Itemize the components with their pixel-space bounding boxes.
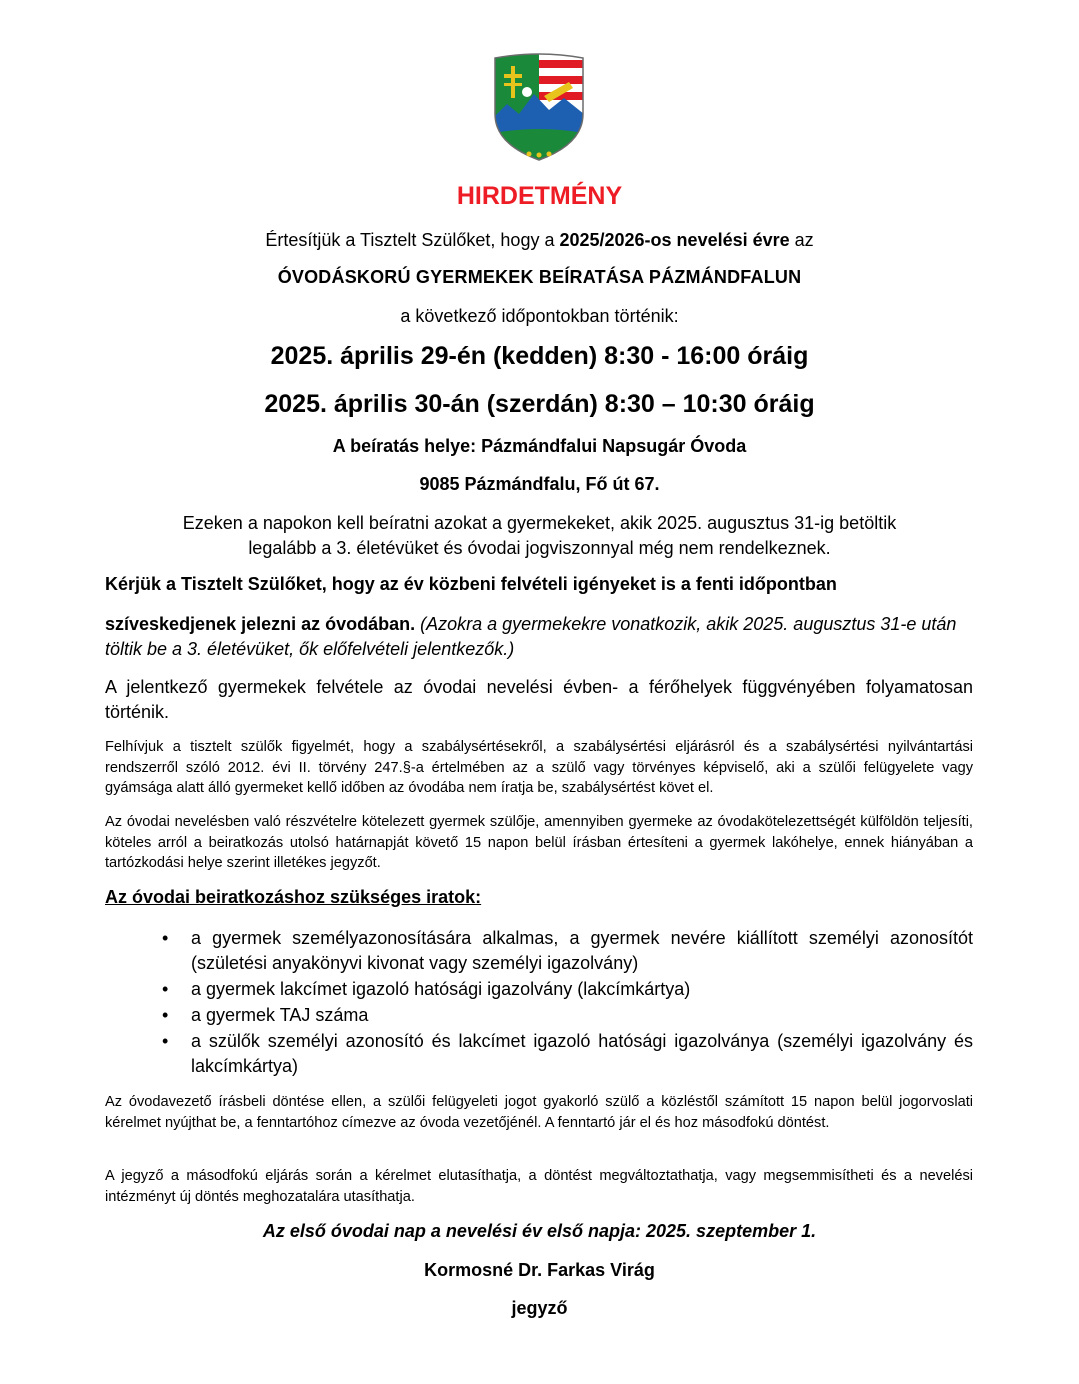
legal-notice-2: Az óvodai nevelésben való részvételre kötelezett gyermek szülője, amennyiben gyermeke az óvodakötelezettségét külföldön teljesíti, köteles arról a beiratkozás utolsó határnapját követő 15 napon belül írásban értesíteni a gyermek lakóhelye, ennek hiányában a tartózkodási helye szerint illetékes jegyzőt. [105,814,973,871]
list-item: • a szülők személyi azonosító és lakcímet igazoló hatósági igazolványa (személyi igazolvány és lakcímkártya) [157,1029,973,1079]
list-item: • a gyermek személyazonosítására alkalmas, a gyermek nevére kiállított személyi azonosítót (születési anyakönyvi kivonat vagy személyi igazolvány) [157,926,973,976]
date-line-2: 2025. április 30-án (szerdán) 8:30 – 10:30 óráig [264,390,815,418]
intro-line: Értesítjük a Tisztelt Szülőket, hogy a 2025/2026-os nevelési évre az [265,230,814,250]
continuous-admission: A jelentkező gyermekek felvétele az óvodai nevelési évben- a férőhelyek függvényében folyamatosan történik. [105,677,973,722]
legal-notice-1: Felhívjuk a tisztelt szülők figyelmét, hogy a szabálysértésekről, a szabálysértési eljárásról és a szabálysértési nyilvántartási rendszerről szóló 2012. évi II. törvény 247.§-a értelmében az a szülő vagy törvényes képviselő, aki a szülői felügyelete vagy gyámsága alatt álló gyermeket kellő időben az óvodába nem íratja be, szabálysértést követ el. [105,739,973,796]
list-item: • a gyermek lakcímet igazoló hatósági igazolvány (lakcímkártya) [157,977,973,1002]
first-day-line: Az első óvodai nap a nevelési év első napja: 2025. szeptember 1. [262,1221,817,1241]
enrollment-place: A beíratás helye: Pázmándfalui Napsugár Óvoda [332,436,747,456]
headline: ÓVODÁSKORÚ GYERMEKEK BEÍRATÁSA PÁZMÁNDFALUN [277,267,802,287]
request-line-1: Kérjük a Tisztelt Szülőket, hogy az év közbeni felvételi igényeket is a fenti időpontban [105,574,837,594]
date-line-1: 2025. április 29-én (kedden) 8:30 - 16:00 óráig [270,342,809,370]
coat-of-arms-icon [489,52,589,162]
list-item: • a gyermek TAJ száma [157,1003,973,1028]
appeal-text: Az óvodavezető írásbeli döntése ellen, a szülői felügyeleti jogot gyakorló szülő a közléstől számított 15 napon belül jogorvoslati kérelmet nyújthat be, a fenntartóhoz címezve az óvoda vezetőjénél. A fenntartó jár el és hoz másodfokú döntést. [105,1094,973,1131]
announcement-title: HIRDETMÉNY [456,182,623,210]
subline: a következő időpontokban történik: [400,306,679,326]
second-instance-text: A jegyző a másodfokú eljárás során a kérelmet elutasíthatja, a döntést megváltoztathatja, vagy megsemmisítheti és a nevelési intézményt új döntés meghozatalára utasíthatja. [105,1168,973,1205]
required-documents-heading: Az óvodai beiratkozáshoz szükséges iratok: [105,887,482,907]
signatory-role: jegyző [511,1298,568,1318]
eligibility-text: Ezeken a napokon kell beíratni azokat a gyermekeket, akik 2025. augusztus 31-ig betöltik legalább a 3. életévüket és óvodai jogviszonnyal még nem rendelkeznek. [182,513,897,558]
enrollment-address: 9085 Pázmándfalu, Fő út 67. [419,474,660,494]
required-documents-list [157,926,973,1080]
request-line-2: szíveskedjenek jelezni az óvodában. (Azokra a gyermekekre vonatkozik, akik 2025. augusztus 31-e után töltik be a 3. életévüket, ők előfelvételi jelentkezők.) [105,614,957,659]
signatory-name: Kormosné Dr. Farkas Virág [424,1260,655,1280]
